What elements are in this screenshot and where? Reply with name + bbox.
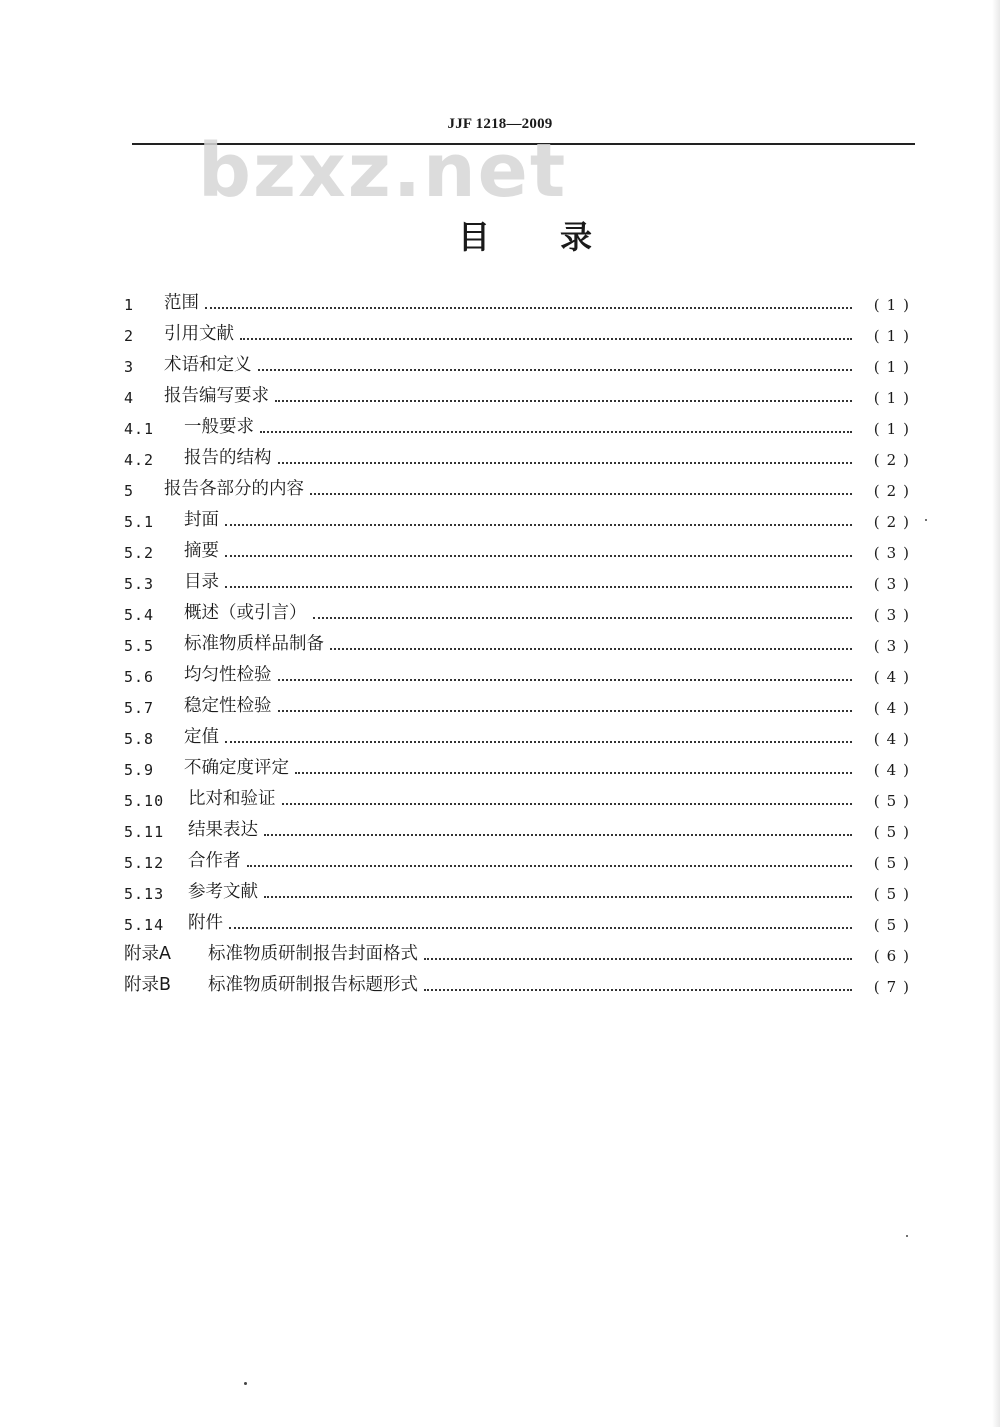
toc-number: 5.4 bbox=[124, 606, 155, 624]
toc-entry[interactable] bbox=[124, 407, 916, 438]
toc-label: 合作者 bbox=[188, 851, 241, 871]
toc-leader bbox=[424, 948, 852, 960]
toc-label: 范围 bbox=[164, 293, 199, 313]
toc-entry[interactable] bbox=[124, 593, 916, 624]
toc-page: (1) bbox=[873, 296, 916, 314]
toc-leader bbox=[313, 607, 853, 619]
toc-number: 4.1 bbox=[124, 420, 155, 438]
toc-leader bbox=[229, 917, 852, 929]
toc-page: (2) bbox=[873, 513, 916, 531]
standard-code-header: JJF 1218—2009 bbox=[447, 116, 553, 132]
toc-number: 5.9 bbox=[124, 761, 155, 779]
toc-number: 5.8 bbox=[124, 730, 155, 748]
toc-page: (5) bbox=[873, 916, 916, 934]
toc-number: 3 bbox=[124, 358, 135, 376]
toc-entry[interactable] bbox=[124, 903, 916, 934]
toc-leader bbox=[282, 793, 853, 805]
toc-entry[interactable] bbox=[124, 686, 916, 717]
toc-page: (5) bbox=[873, 823, 916, 841]
toc-label: 结果表达 bbox=[188, 820, 258, 840]
toc-leader bbox=[275, 390, 852, 402]
toc-leader bbox=[310, 483, 852, 495]
toc-page: (3) bbox=[873, 606, 916, 624]
toc-page: (1) bbox=[873, 420, 916, 438]
toc-label: 摘要 bbox=[184, 541, 219, 561]
toc-label: 稳定性检验 bbox=[184, 696, 272, 716]
toc-number: 2 bbox=[124, 327, 135, 345]
toc-entry[interactable] bbox=[124, 376, 916, 407]
toc-page: (2) bbox=[873, 482, 916, 500]
toc-page: (4) bbox=[873, 699, 916, 717]
toc-page: (5) bbox=[873, 792, 916, 810]
toc-entry[interactable] bbox=[124, 469, 916, 500]
toc-number: 附录B bbox=[124, 975, 172, 995]
toc-entry[interactable] bbox=[124, 717, 916, 748]
toc-label: 标准物质研制报告标题形式 bbox=[208, 975, 418, 995]
title-char-2: 录 bbox=[560, 218, 593, 256]
toc-leader bbox=[278, 700, 853, 712]
page-title bbox=[0, 212, 1000, 258]
toc-entry[interactable] bbox=[124, 438, 916, 469]
toc-entry[interactable] bbox=[124, 624, 916, 655]
toc-entry[interactable] bbox=[124, 748, 916, 779]
toc-leader bbox=[225, 731, 852, 743]
toc-page: (3) bbox=[873, 575, 916, 593]
toc-number: 5.12 bbox=[124, 854, 165, 872]
toc-number: 附录A bbox=[124, 944, 171, 964]
toc-label: 一般要求 bbox=[184, 417, 254, 437]
toc-leader bbox=[278, 669, 853, 681]
toc-number: 5.1 bbox=[124, 513, 155, 531]
toc-entry[interactable] bbox=[124, 841, 916, 872]
toc-entry[interactable] bbox=[124, 655, 916, 686]
title-char-1: 目 bbox=[457, 218, 490, 256]
toc-page: (1) bbox=[873, 358, 916, 376]
scan-speck bbox=[925, 519, 927, 521]
toc-label: 比对和验证 bbox=[188, 789, 276, 809]
toc-leader bbox=[295, 762, 852, 774]
toc-leader bbox=[264, 886, 852, 898]
toc-page: (1) bbox=[873, 389, 916, 407]
watermark: bzxz.net bbox=[198, 128, 568, 214]
toc-label: 均匀性检验 bbox=[184, 665, 272, 685]
toc-entry[interactable] bbox=[124, 934, 916, 965]
toc-label: 报告的结构 bbox=[184, 448, 272, 468]
toc-number: 5.14 bbox=[124, 916, 165, 934]
toc-page: (7) bbox=[873, 978, 916, 996]
toc-entry[interactable] bbox=[124, 562, 916, 593]
scan-speck bbox=[244, 1382, 247, 1385]
toc-leader bbox=[205, 297, 852, 309]
toc-label: 定值 bbox=[184, 727, 219, 747]
toc-label: 参考文献 bbox=[188, 882, 258, 902]
toc-entry[interactable] bbox=[124, 810, 916, 841]
toc-label: 报告编写要求 bbox=[164, 386, 269, 406]
toc-label: 附件 bbox=[188, 913, 223, 933]
toc-number: 5.6 bbox=[124, 668, 155, 686]
toc-leader bbox=[225, 576, 852, 588]
toc-page: (3) bbox=[873, 637, 916, 655]
toc-page: (4) bbox=[873, 761, 916, 779]
toc-number: 1 bbox=[124, 296, 135, 314]
table-of-contents bbox=[124, 283, 916, 996]
toc-number: 5.3 bbox=[124, 575, 155, 593]
toc-leader bbox=[424, 979, 852, 991]
toc-page: (5) bbox=[873, 885, 916, 903]
toc-page: (4) bbox=[873, 730, 916, 748]
toc-number: 5.7 bbox=[124, 699, 155, 717]
toc-label: 术语和定义 bbox=[164, 355, 252, 375]
toc-number: 5.2 bbox=[124, 544, 155, 562]
toc-number: 5.13 bbox=[124, 885, 165, 903]
toc-page: (3) bbox=[873, 544, 916, 562]
toc-entry[interactable] bbox=[124, 345, 916, 376]
toc-leader bbox=[264, 824, 852, 836]
toc-page: (2) bbox=[873, 451, 916, 469]
toc-label: 标准物质样品制备 bbox=[184, 634, 324, 654]
toc-leader bbox=[225, 545, 852, 557]
toc-entry[interactable] bbox=[124, 779, 916, 810]
toc-leader bbox=[225, 514, 852, 526]
toc-leader bbox=[330, 638, 852, 650]
toc-entry[interactable] bbox=[124, 314, 916, 345]
toc-leader bbox=[278, 452, 853, 464]
toc-entry[interactable] bbox=[124, 531, 916, 562]
toc-leader bbox=[247, 855, 853, 867]
toc-number: 5.10 bbox=[124, 792, 165, 810]
toc-number: 4.2 bbox=[124, 451, 155, 469]
toc-label: 引用文献 bbox=[164, 324, 234, 344]
toc-label: 标准物质研制报告封面格式 bbox=[208, 944, 418, 964]
toc-leader bbox=[260, 421, 852, 433]
toc-entry[interactable] bbox=[124, 965, 916, 996]
toc-number: 5 bbox=[124, 482, 135, 500]
toc-label: 封面 bbox=[184, 510, 219, 530]
toc-label: 目录 bbox=[184, 572, 219, 592]
toc-page: (4) bbox=[873, 668, 916, 686]
toc-page: (1) bbox=[873, 327, 916, 345]
toc-label: 概述（或引言） bbox=[184, 603, 307, 623]
scan-speck bbox=[906, 1235, 908, 1237]
toc-page: (5) bbox=[873, 854, 916, 872]
toc-leader bbox=[258, 359, 853, 371]
toc-leader bbox=[240, 328, 852, 340]
toc-entry[interactable] bbox=[124, 283, 916, 314]
toc-page: (6) bbox=[873, 947, 916, 965]
toc-entry[interactable] bbox=[124, 872, 916, 903]
toc-label: 不确定度评定 bbox=[184, 758, 289, 778]
toc-number: 5.5 bbox=[124, 637, 155, 655]
toc-number: 5.11 bbox=[124, 823, 165, 841]
toc-label: 报告各部分的内容 bbox=[164, 479, 304, 499]
toc-number: 4 bbox=[124, 389, 135, 407]
toc-entry[interactable] bbox=[124, 500, 916, 531]
